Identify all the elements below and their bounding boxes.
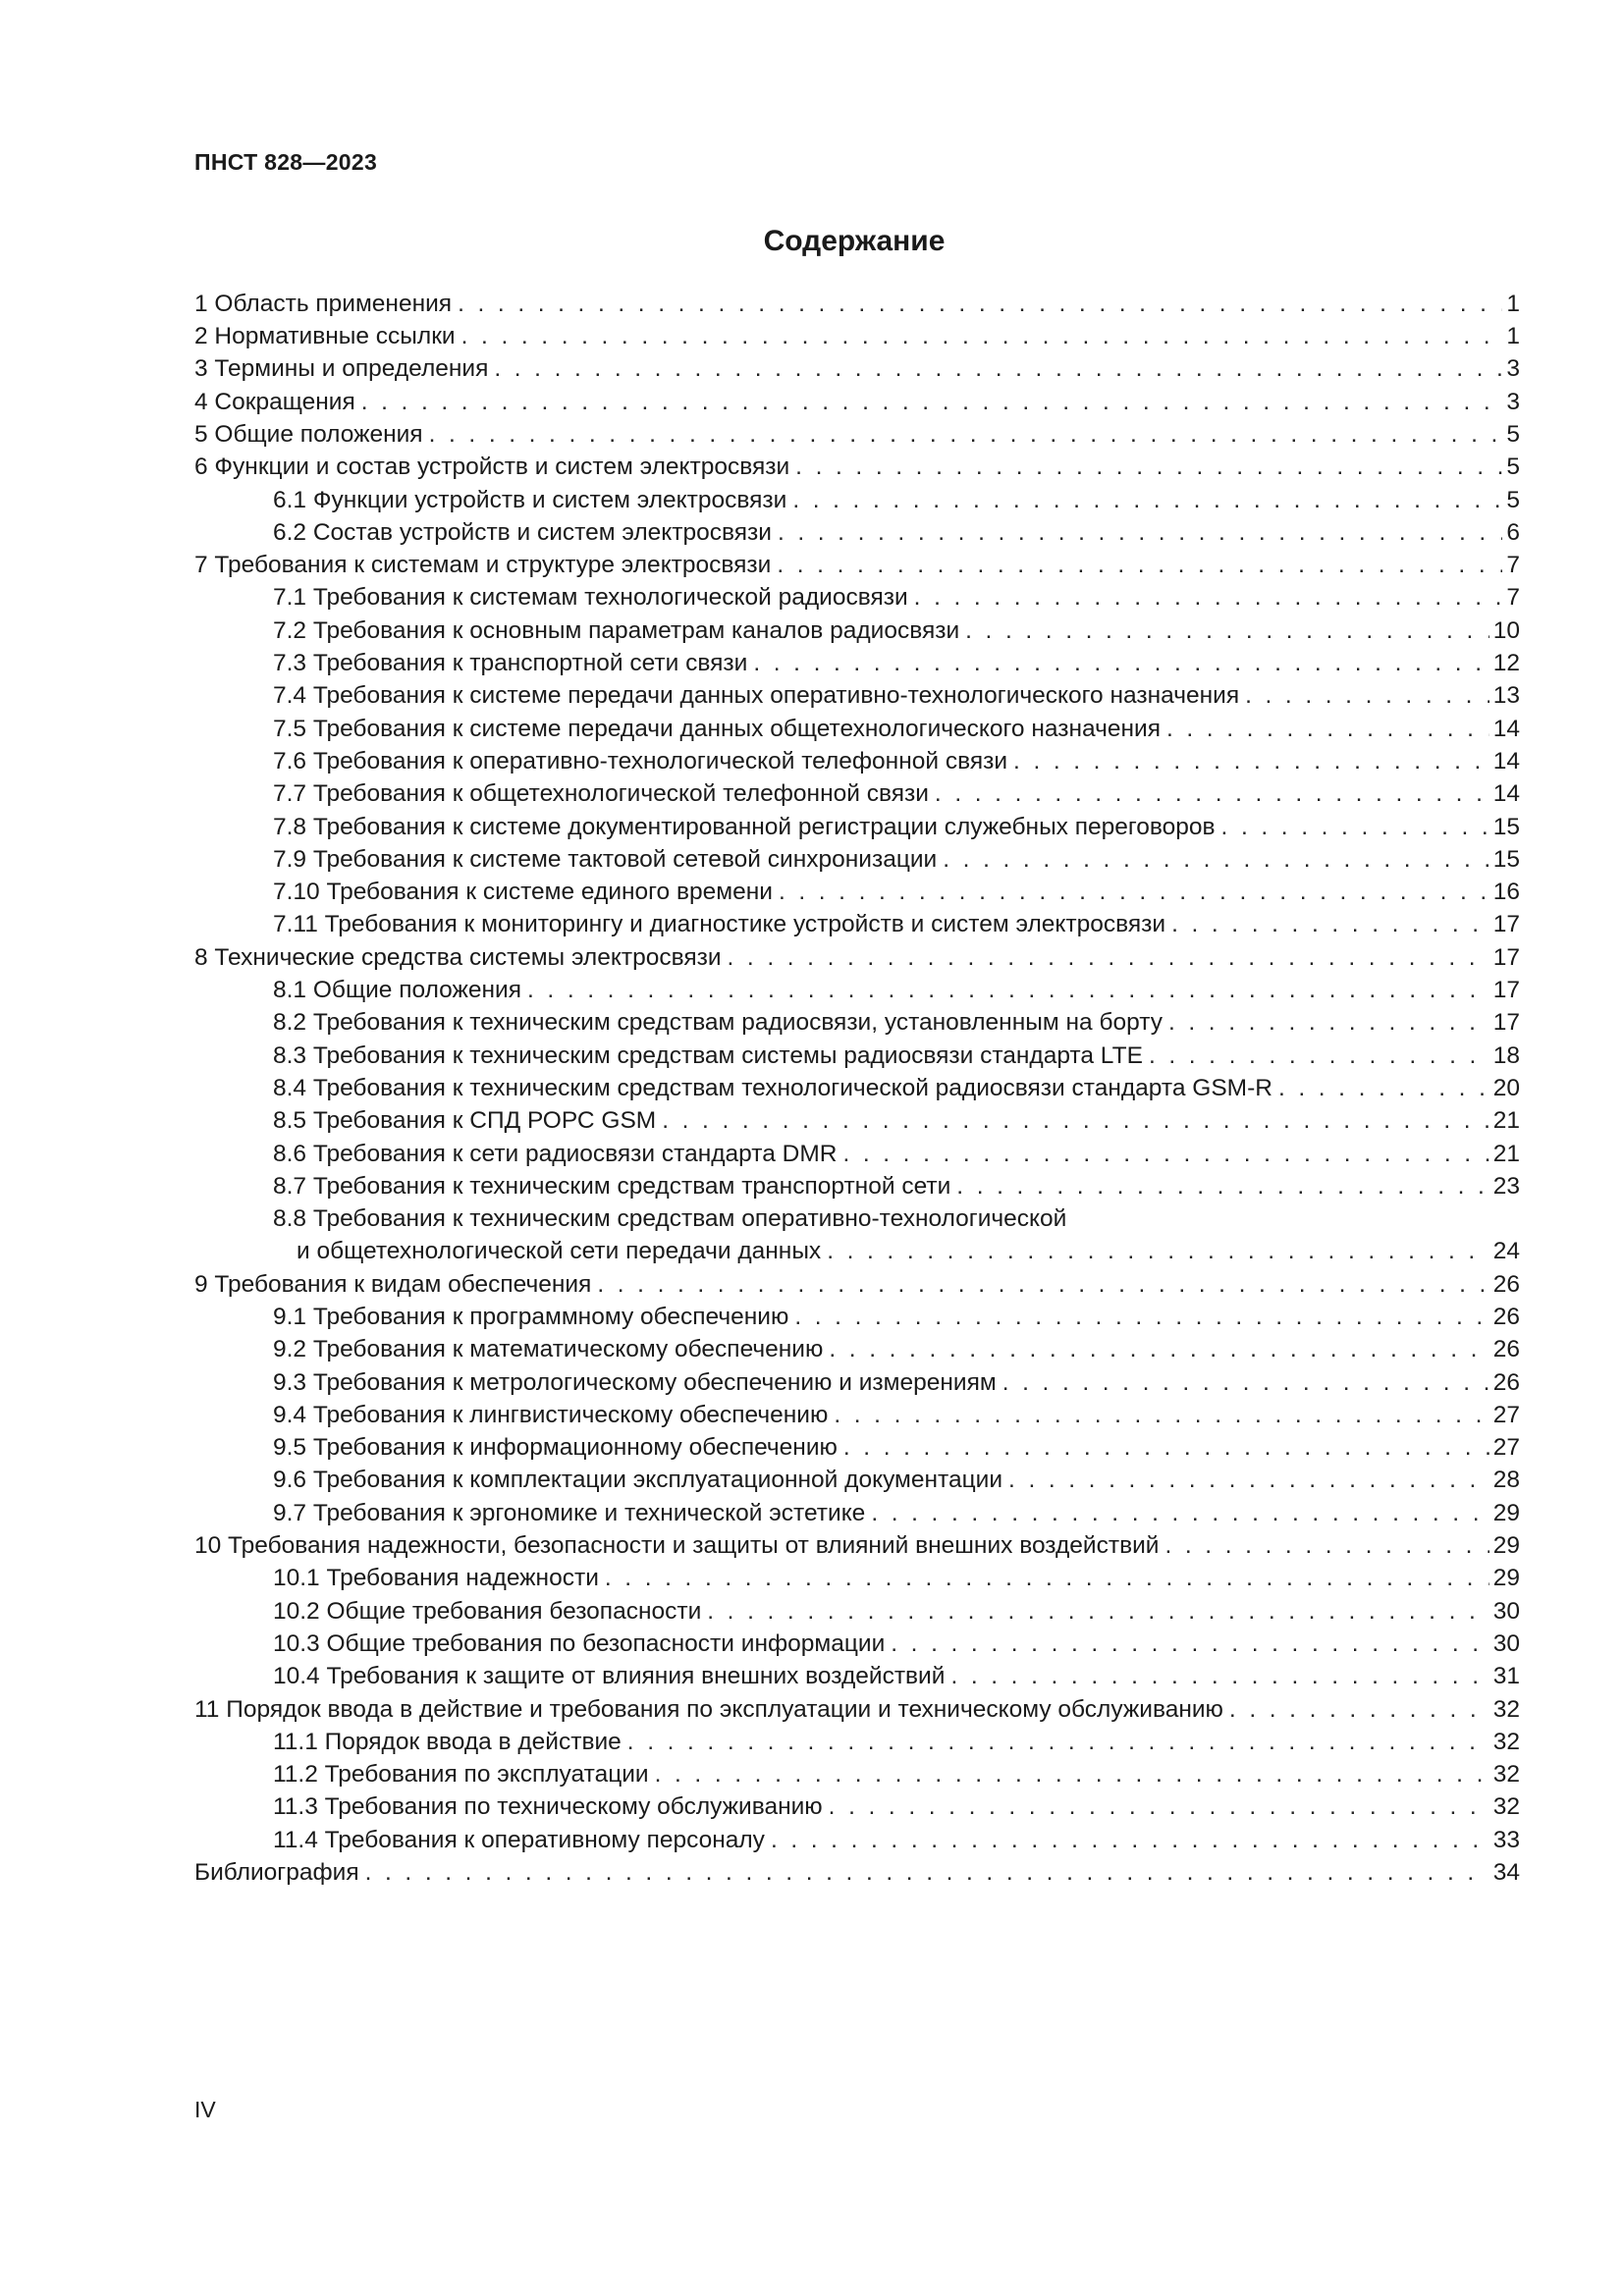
toc-leader-dots <box>753 652 1489 676</box>
toc-entry-title: 3 Термины и определения <box>194 355 489 383</box>
toc-entry[interactable] <box>194 1138 1520 1170</box>
toc-entry-page: 1 <box>1506 290 1520 317</box>
toc-leader-dots <box>597 1273 1489 1298</box>
toc-leader-dots <box>777 554 1502 578</box>
toc-entry[interactable] <box>194 516 1520 549</box>
toc-leader-dots <box>1013 750 1489 774</box>
toc-entry[interactable] <box>194 1465 1520 1497</box>
toc-entry[interactable] <box>194 1072 1520 1104</box>
page-number: IV <box>194 2097 216 2122</box>
toc-entry-page: 6 <box>1506 518 1520 546</box>
toc-leader-dots <box>794 1306 1489 1330</box>
toc-entry-title: 8.6 Требования к сети радиосвязи стандарта DMR <box>273 1140 838 1167</box>
toc-entry-title: 7.10 Требования к системе единого времени <box>273 879 773 906</box>
toc-entry-title: 8 Технические средства системы электросвязи <box>194 943 722 971</box>
toc-leader-dots <box>956 1175 1489 1200</box>
toc-entry-title: 7.7 Требования к общетехнологической телефонной связи <box>273 780 929 808</box>
toc-entry[interactable] <box>194 386 1520 418</box>
toc-entry-title: 9.4 Требования к лингвистическому обеспечению <box>273 1401 829 1428</box>
toc-leader-dots <box>1149 1044 1489 1069</box>
toc-entry-title: 7.1 Требования к системам технологической радиосвязи <box>273 584 908 612</box>
toc-entry-title: 11.2 Требования по эксплуатации <box>273 1761 649 1789</box>
toc-entry-title: 8.4 Требования к техническим средствам технологической радиосвязи стандарта GSM-R <box>273 1074 1272 1101</box>
toc-entry[interactable] <box>194 1236 1520 1268</box>
toc-entry-title: 11.3 Требования по техническому обслуживанию <box>273 1793 823 1821</box>
toc-entry-page: 21 <box>1492 1140 1520 1167</box>
toc-entry-title: 7.3 Требования к транспортной сети связи <box>273 650 748 677</box>
toc-leader-dots <box>461 325 1503 349</box>
toc-entry[interactable] <box>194 1529 1520 1562</box>
toc-leader-dots <box>494 357 1502 382</box>
toc-entry[interactable] <box>194 1628 1520 1660</box>
toc-entry-title: 9.5 Требования к информационному обеспечению <box>273 1434 838 1462</box>
toc-leader-dots <box>1002 1371 1489 1396</box>
toc-leader-dots <box>605 1567 1489 1591</box>
toc-entry-title: 8.2 Требования к техническим средствам радиосвязи, установленным на борту <box>273 1009 1163 1037</box>
table-of-contents <box>194 288 1520 1890</box>
toc-entry[interactable] <box>194 1202 1520 1235</box>
toc-entry-page: 29 <box>1492 1499 1520 1526</box>
toc-entry-page: 13 <box>1492 682 1520 710</box>
toc-entry-page: 33 <box>1492 1826 1520 1853</box>
toc-entry-title: 7.9 Требования к системе тактовой сетевой синхронизации <box>273 845 938 873</box>
toc-entry-title: 10.2 Общие требования безопасности <box>273 1597 702 1625</box>
toc-entry-title: 6 Функции и состав устройств и систем электросвязи <box>194 454 790 481</box>
toc-entry[interactable] <box>194 484 1520 516</box>
toc-leader-dots <box>935 782 1489 807</box>
toc-entry-title: 10.3 Общие требования по безопасности информации <box>273 1629 886 1657</box>
toc-entry-page: 7 <box>1506 584 1520 612</box>
toc-entry-title: 6.1 Функции устройств и систем электросвязи <box>273 486 787 513</box>
toc-entry-title: 9.6 Требования к комплектации эксплуатационной документации <box>273 1467 1003 1494</box>
toc-entry-page: 26 <box>1492 1336 1520 1363</box>
toc-entry-title: 7.8 Требования к системе документированной регистрации служебных переговоров <box>273 813 1216 840</box>
toc-entry[interactable] <box>194 1595 1520 1628</box>
toc-leader-dots <box>365 1861 1489 1886</box>
toc-entry[interactable] <box>194 1758 1520 1790</box>
toc-leader-dots <box>1221 816 1489 840</box>
toc-entry-page: 21 <box>1492 1107 1520 1135</box>
toc-entry-page: 32 <box>1492 1793 1520 1821</box>
toc-entry-page: 3 <box>1506 388 1520 415</box>
toc-entry[interactable] <box>194 1726 1520 1758</box>
toc-leader-dots <box>871 1502 1489 1526</box>
toc-entry[interactable] <box>194 1301 1520 1333</box>
toc-entry-title: 7.11 Требования к мониторингу и диагностике устройств и систем электросвязи <box>273 911 1166 938</box>
toc-entry-page: 10 <box>1492 616 1520 644</box>
toc-entry[interactable] <box>194 1563 1520 1595</box>
toc-leader-dots <box>829 1338 1489 1362</box>
toc-entry[interactable] <box>194 1399 1520 1431</box>
toc-leader-dots <box>834 1404 1489 1428</box>
toc-entry-page: 27 <box>1492 1434 1520 1462</box>
toc-entry-page: 32 <box>1492 1695 1520 1723</box>
toc-entry-page: 26 <box>1492 1368 1520 1396</box>
toc-leader-dots <box>891 1632 1489 1657</box>
toc-entry[interactable] <box>194 1660 1520 1692</box>
toc-leader-dots <box>1166 718 1489 742</box>
toc-entry[interactable] <box>194 1366 1520 1399</box>
toc-leader-dots <box>1008 1468 1489 1493</box>
toc-entry-title: 2 Нормативные ссылки <box>194 323 456 350</box>
toc-entry-page: 16 <box>1492 879 1520 906</box>
toc-leader-dots <box>662 1109 1489 1134</box>
toc-entry-page: 30 <box>1492 1597 1520 1625</box>
toc-entry[interactable] <box>194 777 1520 810</box>
toc-entry[interactable] <box>194 288 1520 320</box>
toc-entry[interactable] <box>194 974 1520 1006</box>
toc-leader-dots <box>627 1731 1489 1755</box>
document-code: ПНСТ 828—2023 <box>194 149 378 175</box>
toc-entry-title: 8.7 Требования к техническим средствам транспортной сети <box>273 1172 951 1200</box>
toc-entry-title: 9.7 Требования к эргономике и технической эстетике <box>273 1499 866 1526</box>
toc-entry[interactable] <box>194 1170 1520 1202</box>
toc-entry-title: 8.5 Требования к СПД РОРС GSM <box>273 1107 657 1135</box>
toc-entry-page: 14 <box>1492 747 1520 774</box>
toc-entry-page: 28 <box>1492 1467 1520 1494</box>
toc-entry[interactable] <box>194 647 1520 679</box>
toc-entry[interactable] <box>194 1431 1520 1464</box>
toc-entry-page: 24 <box>1492 1238 1520 1265</box>
toc-entry[interactable] <box>194 680 1520 713</box>
toc-leader-dots <box>1229 1698 1489 1723</box>
toc-entry-page: 32 <box>1492 1761 1520 1789</box>
toc-entry-title: 10.4 Требования к защите от влияния внешних воздействий <box>273 1663 946 1690</box>
toc-entry[interactable] <box>194 320 1520 352</box>
toc-entry-page: 12 <box>1492 650 1520 677</box>
toc-entry-page: 31 <box>1492 1663 1520 1690</box>
toc-entry[interactable] <box>194 1104 1520 1137</box>
toc-entry-page: 32 <box>1492 1728 1520 1755</box>
toc-entry-page: 34 <box>1492 1859 1520 1887</box>
toc-entry-page: 18 <box>1492 1041 1520 1069</box>
toc-entry-page: 26 <box>1492 1304 1520 1330</box>
toc-entry-title: 7.5 Требования к системе передачи данных общетехнологического назначения <box>273 715 1161 742</box>
toc-entry-title: 7.4 Требования к системе передачи данных оперативно-технологического назначения <box>273 682 1240 710</box>
toc-leader-dots <box>1278 1077 1489 1101</box>
toc-entry[interactable] <box>194 1791 1520 1824</box>
toc-entry-title: 9.1 Требования к программному обеспечению <box>273 1304 789 1330</box>
toc-leader-dots <box>914 586 1503 611</box>
toc-leader-dots <box>1171 913 1489 937</box>
toc-entry[interactable] <box>194 941 1520 974</box>
toc-leader-dots <box>527 979 1489 1003</box>
toc-entry[interactable] <box>194 1040 1520 1072</box>
toc-entry[interactable] <box>194 713 1520 745</box>
toc-entry-page: 17 <box>1492 977 1520 1004</box>
toc-leader-dots <box>361 391 1503 415</box>
toc-entry-page: 5 <box>1506 454 1520 481</box>
toc-entry-title: 8.3 Требования к техническим средствам системы радиосвязи стандарта LTE <box>273 1041 1143 1069</box>
toc-leader-dots <box>771 1829 1489 1853</box>
toc-entry[interactable] <box>194 549 1520 581</box>
toc-entry-title: 9.2 Требования к математическому обеспечению <box>273 1336 824 1363</box>
toc-entry[interactable] <box>194 1268 1520 1301</box>
toc-entry[interactable] <box>194 418 1520 451</box>
toc-entry-page: 23 <box>1492 1172 1520 1200</box>
toc-entry-page: 27 <box>1492 1401 1520 1428</box>
toc-entry-title: 10.1 Требования надежности <box>273 1565 599 1592</box>
toc-entry-title: 9 Требования к видам обеспечения <box>194 1270 592 1298</box>
toc-leader-dots <box>1168 1011 1489 1036</box>
toc-leader-dots <box>795 455 1502 480</box>
toc-entry[interactable] <box>194 745 1520 777</box>
toc-entry-title: 1 Область применения <box>194 290 453 317</box>
toc-leader-dots <box>792 489 1502 513</box>
toc-entry[interactable] <box>194 451 1520 483</box>
toc-leader-dots <box>965 619 1489 644</box>
toc-leader-dots <box>943 848 1489 873</box>
toc-entry-title: 7.6 Требования к оперативно-технологической телефонной связи <box>273 747 1008 774</box>
toc-leader-dots <box>655 1763 1489 1788</box>
toc-entry-page: 29 <box>1492 1565 1520 1592</box>
toc-leader-dots <box>829 1795 1489 1820</box>
toc-entry[interactable] <box>194 614 1520 647</box>
toc-entry-title: Библиография <box>194 1859 359 1887</box>
toc-entry[interactable] <box>194 1856 1520 1889</box>
toc-entry-title: 9.3 Требования к метрологическому обеспечению и измерениям <box>273 1368 997 1396</box>
toc-entry-title: 8.1 Общие положения <box>273 977 522 1004</box>
toc-entry-page: 1 <box>1506 323 1520 350</box>
toc-entry-title: 8.8 Требования к техническим средствам оперативно-технологической <box>273 1205 1067 1233</box>
toc-leader-dots <box>728 946 1489 971</box>
toc-entry-title: 11.4 Требования к оперативному персоналу <box>273 1826 765 1853</box>
toc-entry[interactable] <box>194 1497 1520 1529</box>
toc-leader-dots <box>950 1665 1489 1689</box>
toc-leader-dots <box>458 293 1502 317</box>
toc-entry[interactable] <box>194 1007 1520 1040</box>
toc-entry-page: 26 <box>1492 1270 1520 1298</box>
toc-entry[interactable] <box>194 843 1520 876</box>
toc-entry-page: 3 <box>1506 355 1520 383</box>
toc-entry-title: 11.1 Порядок ввода в действие <box>273 1728 622 1755</box>
toc-entry-page: 30 <box>1492 1629 1520 1657</box>
toc-entry-title: 11 Порядок ввода в действие и требования по эксплуатации и техническому обслуживанию <box>194 1695 1223 1723</box>
toc-entry-page: 5 <box>1506 420 1520 448</box>
toc-entry-title: 7.2 Требования к основным параметрам каналов радиосвязи <box>273 616 960 644</box>
toc-entry-page: 14 <box>1492 780 1520 808</box>
toc-leader-dots <box>778 521 1502 546</box>
toc-entry-page: 7 <box>1506 552 1520 579</box>
toc-entry-page: 15 <box>1492 813 1520 840</box>
toc-entry-page: 5 <box>1506 486 1520 513</box>
toc-entry-page: 29 <box>1492 1532 1520 1560</box>
toc-leader-dots <box>827 1240 1489 1264</box>
toc-leader-dots <box>429 423 1503 448</box>
toc-entry[interactable] <box>194 909 1520 941</box>
toc-entry-title: 5 Общие положения <box>194 420 423 448</box>
toc-entry[interactable] <box>194 353 1520 386</box>
toc-leader-dots <box>1245 684 1489 709</box>
toc-entry-page: 15 <box>1492 845 1520 873</box>
toc-leader-dots <box>843 1436 1489 1461</box>
toc-entry-page: 14 <box>1492 715 1520 742</box>
toc-entry-page: 17 <box>1492 1009 1520 1037</box>
toc-leader-dots <box>779 881 1489 905</box>
toc-entry[interactable] <box>194 876 1520 908</box>
toc-entry-page: 17 <box>1492 943 1520 971</box>
toc-entry-title: и общетехнологической сети передачи данных <box>297 1238 822 1265</box>
toc-entry[interactable] <box>194 1824 1520 1856</box>
toc-entry[interactable] <box>194 1334 1520 1366</box>
toc-entry-title: 10 Требования надежности, безопасности и защиты от влияний внешних воздействий <box>194 1532 1160 1560</box>
page-title: Содержание <box>763 225 946 257</box>
toc-entry-page: 20 <box>1492 1074 1520 1101</box>
toc-entry[interactable] <box>194 582 1520 614</box>
toc-entry-title: 7 Требования к системам и структуре электросвязи <box>194 552 772 579</box>
toc-leader-dots <box>842 1143 1489 1167</box>
toc-entry-page: 17 <box>1492 911 1520 938</box>
toc-entry-title: 4 Сокращения <box>194 388 355 415</box>
toc-entry-title: 6.2 Состав устройств и систем электросвязи <box>273 518 772 546</box>
toc-entry[interactable] <box>194 811 1520 843</box>
toc-entry[interactable] <box>194 1693 1520 1726</box>
toc-leader-dots <box>707 1600 1489 1625</box>
toc-leader-dots <box>1164 1534 1489 1559</box>
